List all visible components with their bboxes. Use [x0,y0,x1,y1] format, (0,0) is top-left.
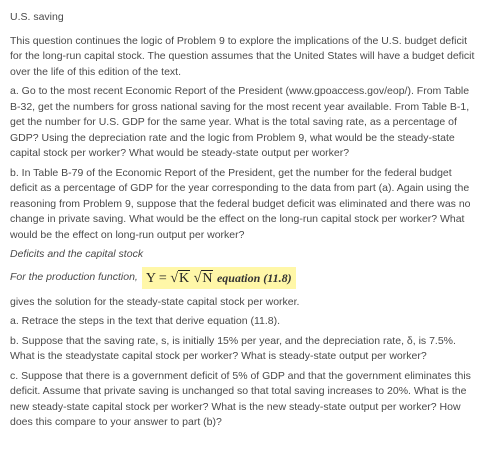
equation-label: equation (11.8) [216,270,292,285]
production-function-line [10,265,476,291]
question-a: a. Retrace the steps in the text that derive equation (11.8). [10,315,281,327]
radical-sign: √ [170,270,179,286]
production-prefix: For the production function, [10,270,138,283]
sqrt-n [194,270,214,288]
intro-paragraph: This question continues the logic of Problem 9 to explore the implications of the U.S. budget deficit for the long-run capital stock. The question assumes that the United States will have a budget deficit over the life of this edition of the text. [10,34,475,78]
formula-equals: = [158,270,167,286]
subheading: Deficits and the capital stock [10,248,144,260]
formula-highlight [142,267,296,289]
problem-document [10,10,476,433]
sqrt-k [170,270,190,288]
solution-line: gives the solution for the steady-state capital stock per worker. [10,295,300,308]
formula-lhs: Y [145,270,156,286]
question-b: b. Suppose that the saving rate, s, is initially 15% per year, and the depreciation rate, δ, is 7.5%. What is the steadystate capital stock per worker? What is steady-state output per worker? [10,334,456,362]
part-b-paragraph: b. In Table B-79 of the Economic Report of the President, get the number for the federal budget deficit as a percentage of GDP for the year corresponding to the data from part (a). Again using the reasoning from Problem 9, suppose that the federal budget deficit was eliminated and there was no change in private saving. What would be the effect on the long-run capital stock per worker? What would be the effect on long-run output per worker? [10,166,471,241]
radicand-n: N [202,270,213,286]
question-c: c. Suppose that there is a government deficit of 5% of GDP and that the government eliminates this deficit. Assume that private saving is unchanged so that total saving increases to 20%. What is the new steady-state capital stock per worker? What is the new steady-state output per worker? How does this compare to your answer to part (b)? [10,369,471,428]
problem-heading: U.S. saving [10,11,64,23]
radical-sign: √ [193,270,202,286]
radicand-k: K [179,270,190,286]
part-a-paragraph: a. Go to the most recent Economic Report of the President (www.gpoaccess.gov/eop/). From Table B-32, get the numbers for gross national saving for the most recent year available. From Table B-1, get the number for U.S. GDP for the same year. What is the total saving rate, as a percentage of GDP? Using the depreciation rate and the logic from Problem 9, what would be the steady-state capital stock per worker? What would be steady-state output per worker? [10,85,470,159]
